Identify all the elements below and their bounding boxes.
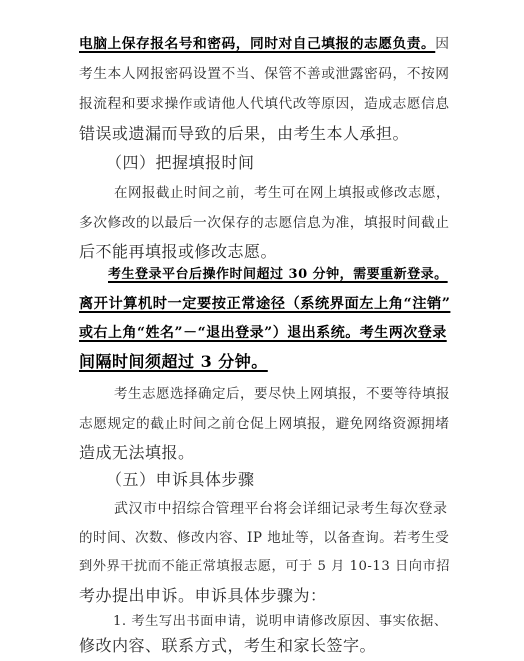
section4-p1-line1: 在网报截止时间之前，考生可在网上填报或修改志愿，: [114, 185, 450, 201]
section5-step1-line2: 修改内容、联系方式，考生和家长签字。: [79, 636, 377, 655]
section5-p1-line3: 到外界干扰而不能正常填报志愿，可于 5 月 10-13 日向市招: [79, 559, 450, 574]
section5-step1-line1: 1. 考生写出书面申请，说明申请修改原因、事实依据、: [113, 614, 448, 629]
section4-bold-line4: 间隔时间须超过 3 分钟。: [79, 352, 268, 371]
section5-heading: （五）申诉具体步骤: [106, 470, 255, 489]
paragraph1-line2: 考生本人网报密码设置不当、保管不善或泄露密码，不按网: [79, 66, 450, 82]
section4-p1-line2: 多次修改的以最后一次保存的志愿信息为准，填报时间截止: [79, 215, 450, 231]
paragraph1-line1-bold: 电脑上保存报名号和密码，同时对自己填报的志愿负责。: [79, 36, 436, 52]
section4-p2-line2: 志愿规定的截止时间之前仓促上网填报，避免网络资源拥堵: [79, 416, 450, 432]
section4-heading: （四）把握填报时间: [106, 153, 255, 172]
section5-p1-line1: 武汉市中招综合管理平台将会详细记录考生每次登录: [114, 501, 448, 517]
paragraph1-line4: 错误或遗漏而导致的后果，由考生本人承担。: [79, 124, 410, 143]
section5-p1-line2: 的时间、次数、修改内容、IP 地址等，以备查询。若考生受: [79, 530, 450, 546]
paragraph1-line3: 报流程和要求操作或请他人代填代改等原因，造成志愿信息: [79, 96, 450, 112]
paragraph1-line1: [79, 29, 450, 59]
section4-bold-line1: 考生登录平台后操作时间超过 30 分钟，需要重新登录。: [108, 267, 448, 282]
section4-bold-line3: 或右上角“姓名”－“退出登录”）退出系统。考生两次登录: [79, 325, 447, 341]
section4-p1-line3: 后不能再填报或修改志愿。: [79, 242, 278, 261]
section4-bold-line2: 离开计算机时一定要按正常途径（系统界面左上角“注销”: [79, 296, 451, 312]
section4-p2-line3: 造成无法填报。: [79, 443, 195, 462]
paragraph1-line1-rest: 因: [435, 36, 450, 52]
section5-p1-line4: 考办提出申诉。申诉具体步骤为：: [79, 586, 327, 605]
section4-p2-line1: 考生志愿选择确定后，要尽快上网填报，不要等待填报: [114, 386, 450, 402]
